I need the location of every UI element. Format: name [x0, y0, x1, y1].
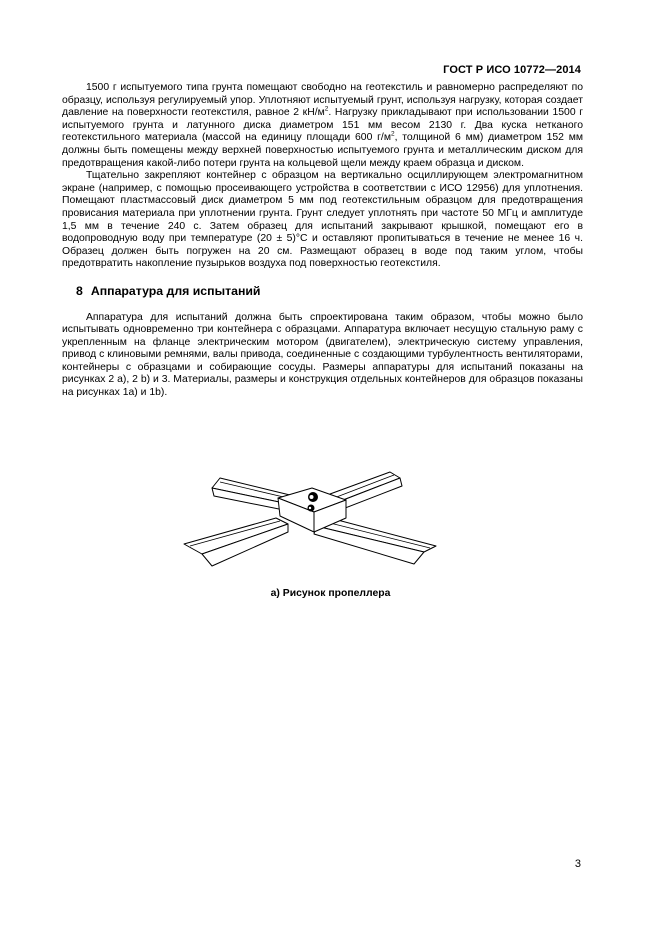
paragraph-text: . Нагрузку прикладывают при использовании 1500 г испытуемого грунта и латунного диска диаметром 151 мм весом 2130 г. Два куска нетканого геотекстильного материала (массой на единицу площади 600 г/м [62, 107, 583, 144]
section-number: 8 [76, 283, 83, 298]
section-title: Аппаратура для испытаний [90, 283, 261, 298]
section-heading [76, 285, 583, 298]
propeller-drawing-icon [180, 458, 442, 576]
page-number: 3 [574, 858, 581, 870]
superscript: 2 [390, 130, 395, 138]
paragraph-text: , толщиной 6 мм) диаметром 152 мм должны быть помещены между верхней поверхностью испытуемого грунта и металлическим диском для предотвращения какой-либо потери грунта на кольцевой щели между краем образца и диском. [62, 132, 583, 169]
superscript: 2 [324, 105, 329, 113]
figure-caption: а) Рисунок пропеллера [270, 588, 391, 599]
paragraph-container-fixing: Тщательно закрепляют контейнер с образцом на вертикально осциллирующем электромагнитном экране (например, с помощью просеивающего устройства в соответствии с ИСО 12956) для уплотнения. Помещают пластмассовый диск диаметром 5 мм под геотекстильным образцом для предотвращения провисания материала при уплотнении грунта. Грунт следует уплотнять при частоте 50 МГц и амплитуде 1,5 мм в течение 240 с. Затем образец для испытаний закрывают крышкой, помещают его в водопроводную воду при температуре (20 ± 5)°С и оставляют пропитываться в течение не менее 16 ч. Образец должен быть погружен на 20 см. Размещают образец в воде под таким углом, чтобы предотвратить накопление пузырьков воздуха под поверхностью геотекстиля. [62, 170, 583, 270]
standard-header: ГОСТ Р ИСО 10772—2014 [443, 64, 581, 76]
content-body [62, 82, 583, 400]
paragraph-apparatus: Аппаратура для испытаний должна быть спроектирована таким образом, чтобы можно было испытывать одновременно три контейнера с образцами. Аппаратура включает несущую стальную раму с укрепленным на фланце электрическим мотором (двигателем), электрическую систему управления, привод с клиновыми ремнями, валы привода, соединенные с создающими турбулентность вентиляторами, контейнеры с образцами и собирающие сосуды. Размеры аппаратуры для испытаний показаны на рисунках 2 а), 2 b) и 3. Материалы, размеры и конструкция отдельных контейнеров для образцов показаны на рисунках 1а) и 1b). [62, 311, 583, 399]
paragraph-text: 1500 г испытуемого типа грунта помещают свободно на геотекстиль и равномерно распределяют по образцу, используя регулируемый упор. Уплотняют испытуемый грунт, используя нагрузку, которая создает давление на поверхности геотекстиля, равное 2 кН/м [62, 82, 583, 119]
paragraph-soil-compaction [62, 82, 583, 170]
